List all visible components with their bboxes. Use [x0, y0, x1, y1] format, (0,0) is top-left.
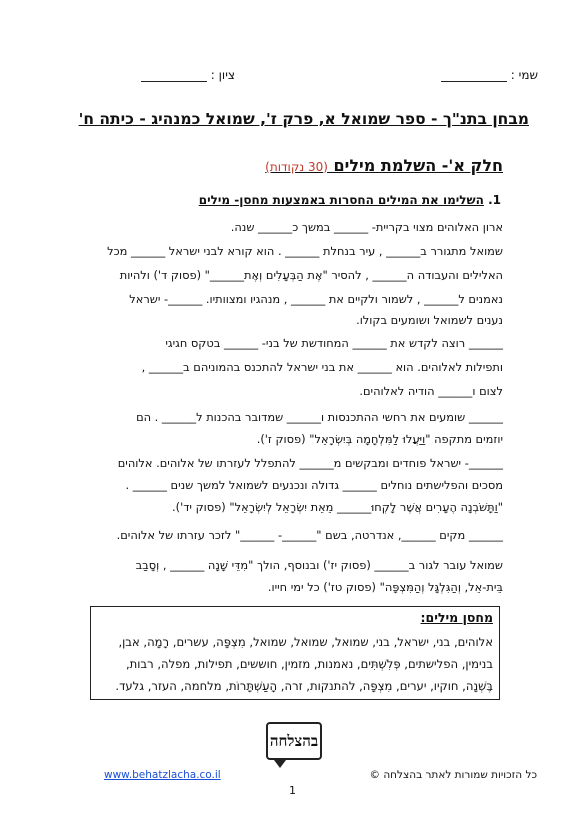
text-line: שמואל מתגורר ב______ , עיר בנחלת ______ . הוא קורא לבני ישראל ______ מכל — [107, 244, 503, 258]
word-bank-line: בנימין, הפלישתים, פְּלִשְׁתִּים, נאמנות, מזמין, חוששים, תפילות, מפלה, רבות, — [125, 657, 493, 671]
text-line: לצום ו______ הודיה לאלוהים. — [359, 384, 503, 398]
text-line: ארון האלוהים מצוי בקריית- ______ במשך כ______ שנה. — [230, 220, 503, 234]
grade-input-line[interactable] — [141, 69, 207, 82]
page-title: מבחן בתנ"ך - ספר שמואל א, פרק ז', שמואל כמנהיג - כיתה ח' — [78, 110, 529, 128]
text-line: "וַתָּשֹׁבְנָה הֶעָרִים אֲשֶׁר לָקְחוּ______ מֵאֵת יִשְׂרָאֵל לְיִשְׂרָאֵל" (פסוק יד'). — [172, 500, 503, 514]
grade-field[interactable] — [141, 68, 235, 82]
page-number: 1 — [289, 784, 296, 797]
question-instruction — [199, 193, 501, 207]
word-bank-box — [90, 606, 500, 700]
text-line: ______ שומעים את רחשי ההתכנסות ו______ שמדובר בהכנות ל______ . הם — [136, 410, 503, 424]
name-label: שמי : — [510, 68, 538, 82]
section-points: (30 נקודות) — [265, 160, 328, 174]
word-bank-line: אלוהים, בני, ישראל, בני, שמואל, שמואל, שמואל, מִצְפָּה, עשרים, רָמָה, אבן, — [118, 635, 493, 649]
text-line: בֵּית-אֵל, וְהַגִּלְגָּל וְהַמִּצְפָּה" (פסוק טז') כל ימי חייו. — [267, 580, 503, 594]
text-line: האלילים והעבודה ה______ , להסיר "אֶת הַבְּעָלִים וְאֶת______" (פסוק ד') ולהיות — [119, 268, 503, 282]
footer-copyright: כל הזכויות שמורות לאתר בהצלחה © — [369, 769, 537, 781]
logo-speech-tail — [274, 760, 286, 768]
section-heading — [265, 156, 503, 175]
word-bank-title: מחסן מילים: — [420, 610, 493, 625]
section-title: חלק א'- השלמת מילים — [333, 156, 503, 175]
logo-badge: בהצלחה — [266, 722, 322, 760]
grade-label: ציון : — [210, 68, 235, 82]
site-logo — [266, 722, 322, 768]
text-line: שמואל עובר לגור ב______ (פסוק יז') ובנוסף, הולך "מִדֵּי שָׁנָה ______ , וְסָבַב — [135, 558, 503, 572]
text-line: ______- ישראל פוחדים ומבקשים מ______ להתפלל לעזרתו של אלוהים. אלוהים — [117, 456, 503, 470]
name-input-line[interactable] — [441, 69, 507, 82]
text-line: נענים לשמואל ושומעים בקולו. — [356, 313, 503, 327]
text-line: יוזמים מתקפה "וַיַּעֲלוּ לַמִּלְחָמָה בְּיִשְׂרָאֵל" (פסוק ז'). — [256, 432, 503, 446]
footer-site-link[interactable]: www.behatzlacha.co.il — [104, 769, 221, 781]
question-text: השלימו את המילים החסרות באמצעות מחסן- מילים — [198, 193, 484, 207]
question-number: 1. — [488, 193, 501, 207]
text-line: ______ רוצה לקדש את ______ המחודשת של בני- ______ בטקס חגיגי — [165, 336, 503, 350]
text-line: ותפילות לאלוהים. הוא ______ את בני ישראל להתכנס בהמוניהם ב______ , — [141, 360, 503, 374]
name-field[interactable] — [441, 68, 538, 82]
text-line: מסכים והפלישתים נוחלים ______ גדולה ונכנעים לשמואל למשך שנים ______ . — [125, 478, 503, 492]
word-bank-line: בֶּשְׁנָה, חוקיו, יערים, מִצְפָּה, להתנקות, זרה, הָעַשְׁתָּרוֹת, מלחמה, העזר, גלעד. — [115, 679, 493, 693]
text-line: נאמנים ל______ , לשמור ולקיים את ______ , מנהגיו ומצוותיו. ______- ישראל — [129, 292, 503, 306]
text-line: ______ מקים ______, אנדרטה, בשם "______- ______" לזכר עזרתו של אלוהים. — [116, 528, 503, 542]
